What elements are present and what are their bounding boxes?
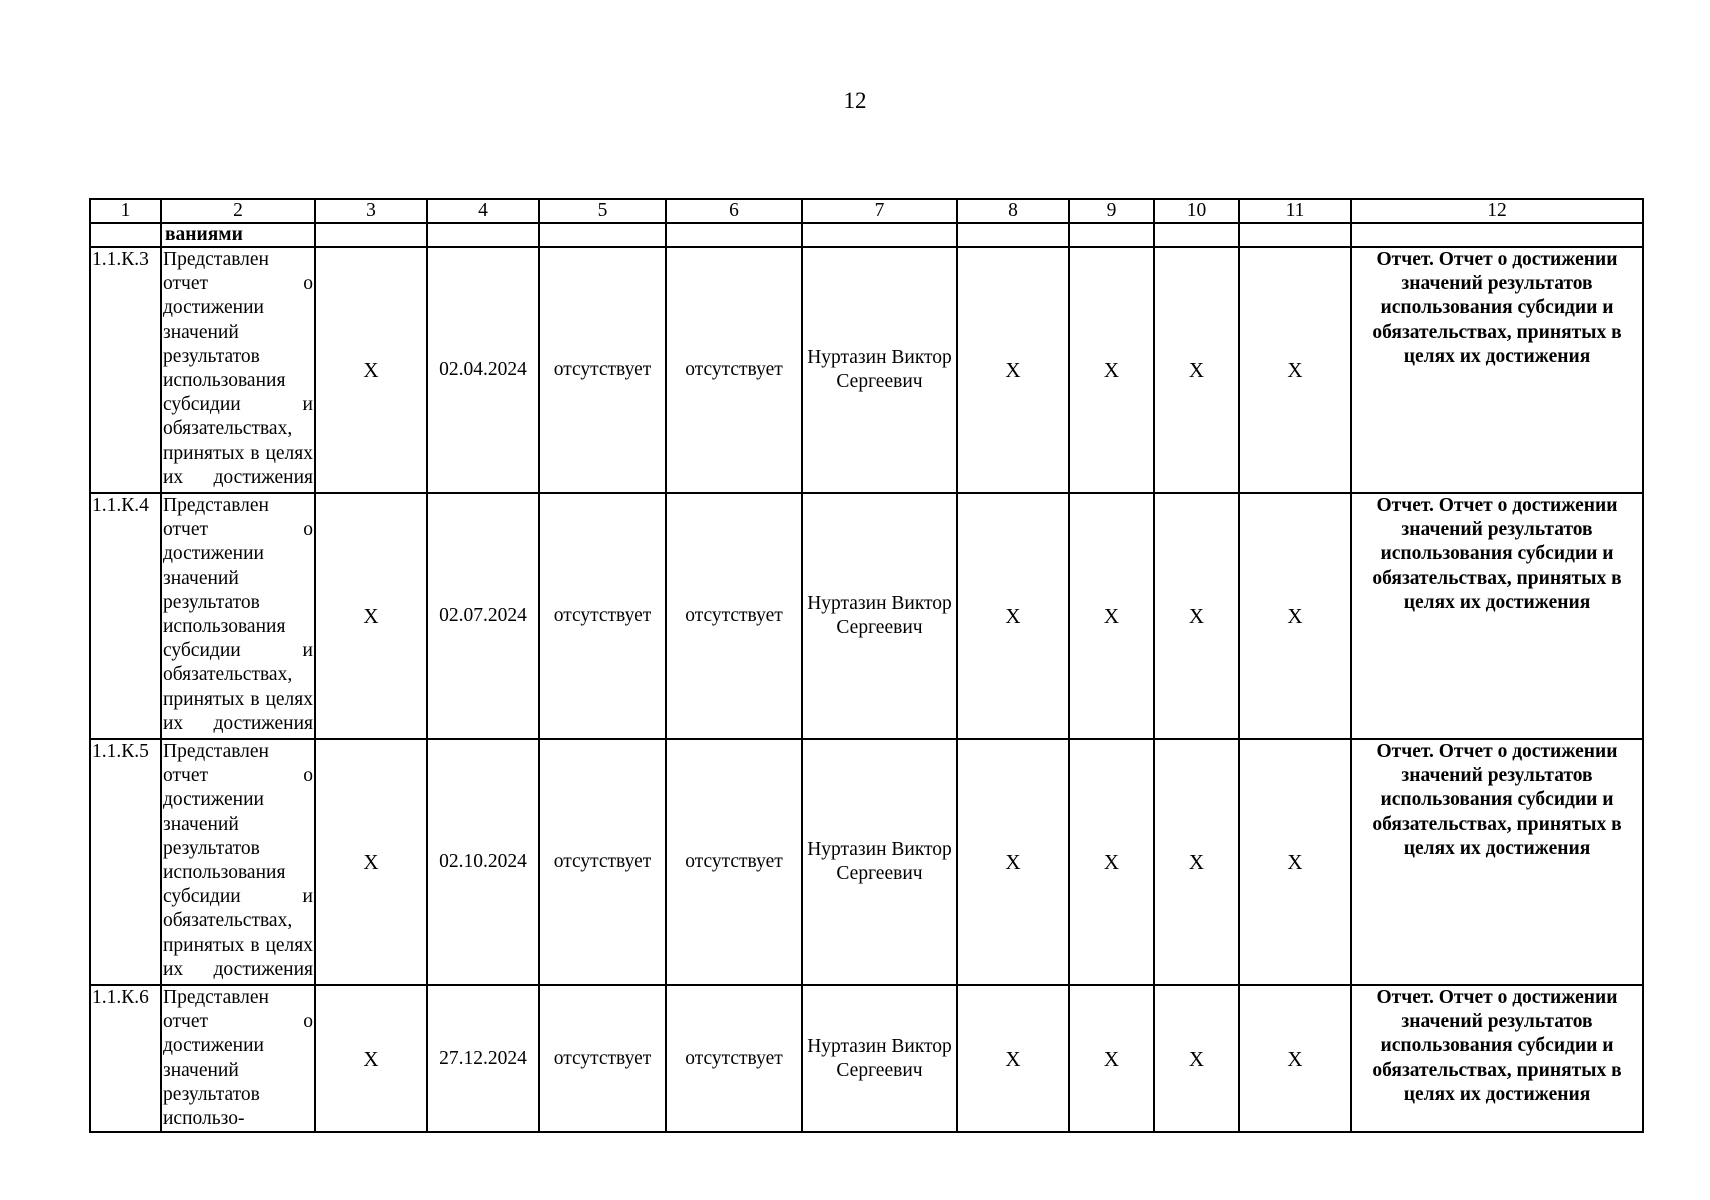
control-point-description: Представлен отчет о достижении значений результатов использо- xyxy=(161,985,315,1132)
col-10-cell: X xyxy=(1154,247,1239,493)
due-date-cell: 02.07.2024 xyxy=(427,493,539,739)
header-col-8: 8 xyxy=(957,199,1069,223)
table-row xyxy=(90,247,1643,493)
header-col-6: 6 xyxy=(666,199,802,223)
control-point-code: 1.1.К.5 xyxy=(90,739,161,985)
continuation-cell-11 xyxy=(1239,223,1351,247)
continuation-cell-8 xyxy=(957,223,1069,247)
due-date-cell: 02.04.2024 xyxy=(427,247,539,493)
control-point-description: Представлен отчет о достижении значений результатов использования субсидии и обязательствах, принятых в целях их достижения xyxy=(161,247,315,493)
header-col-7: 7 xyxy=(802,199,957,223)
col-3-cell: X xyxy=(315,739,427,985)
page-number: 12 xyxy=(843,88,867,113)
control-point-code: 1.1.К.4 xyxy=(90,493,161,739)
col-5-cell: отсутствует xyxy=(539,985,666,1132)
col-3-cell: X xyxy=(315,985,427,1132)
header-col-2: 2 xyxy=(161,199,315,223)
header-col-11: 11 xyxy=(1239,199,1351,223)
col-5-cell: отсутствует xyxy=(539,493,666,739)
plan-table xyxy=(89,198,1644,1133)
col-11-cell: X xyxy=(1239,247,1351,493)
document-type-cell: Отчет. Отчет о достижении значений результатов использования субсидии и обязательствах, принятых в целях их достижения xyxy=(1351,247,1643,493)
continuation-cell-10 xyxy=(1154,223,1239,247)
col-3-cell: X xyxy=(315,247,427,493)
col-5-cell: отсутствует xyxy=(539,739,666,985)
table-row xyxy=(90,985,1643,1132)
header-col-10: 10 xyxy=(1154,199,1239,223)
continuation-row xyxy=(90,223,1643,247)
col-8-cell: X xyxy=(957,493,1069,739)
col-9-cell: X xyxy=(1069,247,1154,493)
col-10-cell: X xyxy=(1154,739,1239,985)
continuation-cell-5 xyxy=(539,223,666,247)
col-3-cell: X xyxy=(315,493,427,739)
responsible-person-cell: Нуртазин Виктор Сергеевич xyxy=(802,739,957,985)
continuation-cell-7 xyxy=(802,223,957,247)
col-9-cell: X xyxy=(1069,985,1154,1132)
continuation-text: ваниями xyxy=(161,223,315,247)
due-date-cell: 02.10.2024 xyxy=(427,739,539,985)
col-6-cell: отсутствует xyxy=(666,493,802,739)
header-col-1: 1 xyxy=(90,199,161,223)
col-5-cell: отсутствует xyxy=(539,247,666,493)
col-6-cell: отсутствует xyxy=(666,247,802,493)
control-point-code: 1.1.К.3 xyxy=(90,247,161,493)
col-11-cell: X xyxy=(1239,985,1351,1132)
due-date-cell: 27.12.2024 xyxy=(427,985,539,1132)
continuation-cell-12 xyxy=(1351,223,1643,247)
col-11-cell: X xyxy=(1239,493,1351,739)
control-point-description: Представлен отчет о достижении значений результатов использования субсидии и обязательствах, принятых в целях их достижения xyxy=(161,493,315,739)
table-row xyxy=(90,739,1643,985)
document-type-cell: Отчет. Отчет о достижении значений результатов использования субсидии и обязательствах, принятых в целях их достижения xyxy=(1351,493,1643,739)
col-10-cell: X xyxy=(1154,985,1239,1132)
control-point-description: Представлен отчет о достижении значений результатов использования субсидии и обязательствах, принятых в целях их достижения xyxy=(161,739,315,985)
document-type-cell: Отчет. Отчет о достижении значений результатов использования субсидии и обязательствах, принятых в целях их достижения xyxy=(1351,739,1643,985)
col-8-cell: X xyxy=(957,247,1069,493)
header-col-12: 12 xyxy=(1351,199,1643,223)
col-6-cell: отсутствует xyxy=(666,739,802,985)
control-point-code: 1.1.К.6 xyxy=(90,985,161,1132)
col-11-cell: X xyxy=(1239,739,1351,985)
header-col-9: 9 xyxy=(1069,199,1154,223)
col-9-cell: X xyxy=(1069,493,1154,739)
responsible-person-cell: Нуртазин Виктор Сергеевич xyxy=(802,493,957,739)
col-9-cell: X xyxy=(1069,739,1154,985)
responsible-person-cell: Нуртазин Виктор Сергеевич xyxy=(802,985,957,1132)
responsible-person-cell: Нуртазин Виктор Сергеевич xyxy=(802,247,957,493)
continuation-cell-1 xyxy=(90,223,161,247)
document-type-cell: Отчет. Отчет о достижении значений результатов использования субсидии и обязательствах, принятых в целях их достижения xyxy=(1351,985,1643,1132)
col-10-cell: X xyxy=(1154,493,1239,739)
header-col-3: 3 xyxy=(315,199,427,223)
column-number-header-row xyxy=(90,199,1643,223)
col-8-cell: X xyxy=(957,985,1069,1132)
col-6-cell: отсутствует xyxy=(666,985,802,1132)
table-row xyxy=(90,493,1643,739)
continuation-cell-4 xyxy=(427,223,539,247)
header-col-5: 5 xyxy=(539,199,666,223)
header-col-4: 4 xyxy=(427,199,539,223)
col-8-cell: X xyxy=(957,739,1069,985)
continuation-cell-6 xyxy=(666,223,802,247)
continuation-cell-9 xyxy=(1069,223,1154,247)
continuation-cell-3 xyxy=(315,223,427,247)
